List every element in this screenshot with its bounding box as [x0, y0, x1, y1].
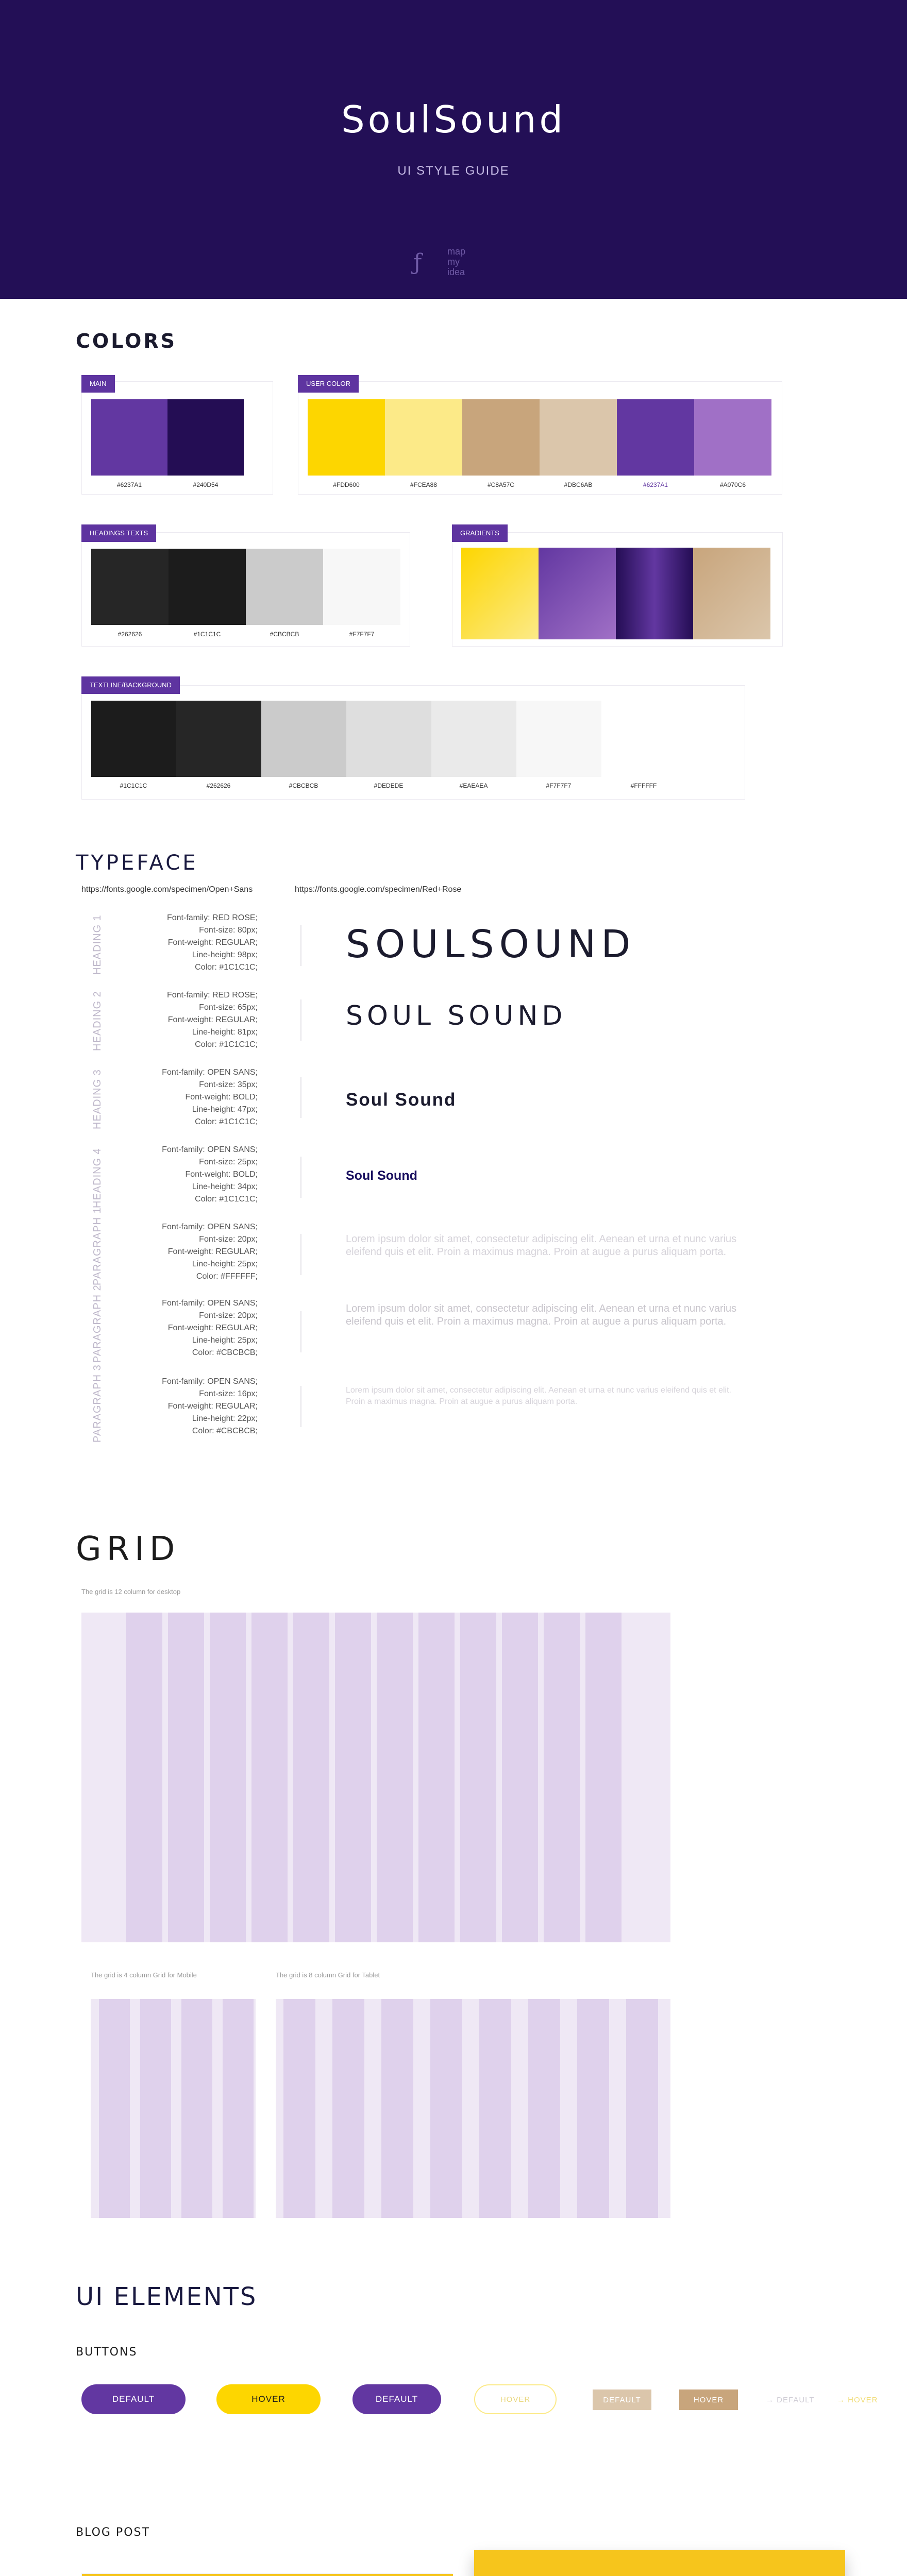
grid-column	[626, 1999, 658, 2218]
grid-column	[293, 1613, 329, 1942]
arrow-right-icon: →	[837, 2395, 848, 2404]
swatch-hex-label: #FDD600	[333, 481, 360, 488]
type-divider	[300, 925, 301, 966]
swatch-hex-label: #262626	[206, 782, 231, 789]
grid-column	[502, 1613, 538, 1942]
swatch-hex-label: #C8A57C	[487, 481, 515, 488]
swatch-hex-label: #262626	[117, 631, 142, 638]
blog-card[interactable]	[81, 2573, 452, 2576]
color-swatch	[308, 399, 385, 476]
tablet-grid-caption: The grid is 8 column Grid for Tablet	[276, 1971, 380, 1979]
heading-2-sample: SOUL SOUND	[346, 1001, 567, 1031]
type-specs: Font-family: OPEN SANS; Font-size: 25px; Font-weight: BOLD; Line-height: 34px; Color: #1C1C1C;	[162, 1145, 258, 1204]
swatch-hex-label: #CBCBCB	[289, 782, 318, 789]
grid-column	[223, 1999, 254, 2218]
blog-post-subtitle: BLOG POST	[76, 2526, 150, 2539]
swatch-hex-label: #A070C6	[719, 481, 746, 488]
logo-mark-icon: ƒ	[413, 249, 422, 276]
user-colors-tag: USER COLOR	[298, 375, 359, 393]
grid-column	[168, 1613, 204, 1942]
swatch-hex-label: #DEDEDE	[374, 782, 404, 789]
color-swatch	[246, 549, 323, 625]
blog-card-hover[interactable]	[474, 2550, 845, 2576]
gradient-swatch	[539, 548, 616, 639]
primary-hover-button[interactable]: HOVER	[216, 2384, 321, 2414]
swatch-hex-label: #6237A1	[116, 481, 142, 488]
colors-title: COLORS	[76, 330, 177, 352]
heading-3-sample: Soul Sound	[346, 1090, 457, 1110]
main-colors-tag: MAIN	[81, 375, 115, 393]
type-divider	[300, 1077, 301, 1118]
text-hover-button[interactable]	[837, 2389, 894, 2410]
brand-title: SoulSound	[341, 98, 566, 141]
arrow-right-icon: →	[766, 2395, 777, 2404]
heading-1-sample: SOULSOUND	[346, 922, 636, 967]
type-divider	[300, 1234, 301, 1275]
heading-4-sample: Soul Sound	[346, 1168, 417, 1183]
swatch-hex-label: #DBC6AB	[564, 481, 593, 488]
grid-column	[283, 1999, 315, 2218]
desktop-grid-caption: The grid is 12 column for desktop	[81, 1588, 181, 1596]
grid-column	[99, 1999, 130, 2218]
gradient-swatch	[693, 548, 770, 639]
swatch-hex-label: #FFFFFF	[630, 782, 657, 789]
swatch-hex-label: #FCEA88	[410, 481, 438, 488]
grid-column	[479, 1999, 511, 2218]
gradient-colors-tag: GRADIENTS	[452, 524, 508, 542]
color-swatch	[323, 549, 400, 625]
grid-column	[460, 1613, 496, 1942]
color-swatch	[167, 399, 244, 476]
swatch-hex-label: #1C1C1C	[120, 782, 147, 789]
color-swatch	[176, 701, 261, 777]
ui-elements-title: UI ELEMENTS	[76, 2282, 258, 2311]
gradient-swatch	[616, 548, 693, 639]
color-swatch	[540, 399, 617, 476]
grid-column	[577, 1999, 609, 2218]
grid-column	[544, 1613, 580, 1942]
grid-column	[430, 1999, 462, 2218]
secondary-default-button[interactable]: DEFAULT	[352, 2384, 441, 2414]
type-specs: Font-family: OPEN SANS; Font-size: 20px; Font-weight: REGULAR; Line-height: 25px; Color: #FFFFFF;	[162, 1223, 258, 1281]
textline-colors-tag: TEXTLINE/BACKGROUND	[81, 676, 180, 694]
gradient-swatch	[461, 548, 539, 639]
type-specs: Font-family: RED ROSE; Font-size: 65px; Font-weight: REGULAR; Line-height: 81px; Color: #1C1C1C;	[166, 991, 258, 1049]
color-swatch	[261, 701, 346, 777]
buttons-subtitle: BUTTONS	[76, 2346, 138, 2359]
primary-default-button[interactable]: DEFAULT	[81, 2384, 186, 2414]
grid-column	[210, 1613, 246, 1942]
type-specs: Font-family: OPEN SANS; Font-size: 35px; Font-weight: BOLD; Line-height: 47px; Color: #1C1C1C;	[162, 1068, 258, 1126]
swatch-hex-label: #EAEAEA	[459, 782, 488, 789]
grid-column	[418, 1613, 455, 1942]
text-button-label: HOVER	[848, 2395, 878, 2404]
grid-column	[528, 1999, 560, 2218]
grid-column	[332, 1999, 364, 2218]
mobile-grid-caption: The grid is 4 column Grid for Mobile	[91, 1971, 197, 1979]
logo-text-line: my	[447, 257, 460, 267]
logo-text-line: map	[447, 246, 466, 257]
color-swatch	[617, 399, 694, 476]
mapmyidea-logo	[413, 246, 496, 287]
color-swatch	[385, 399, 462, 476]
swatch-hex-label: #CBCBCB	[270, 631, 299, 638]
color-swatch	[516, 701, 601, 777]
color-swatch	[169, 549, 246, 625]
type-divider	[300, 999, 301, 1041]
type-specs: Font-family: RED ROSE; Font-size: 80px; Font-weight: REGULAR; Line-height: 98px; Color: #1C1C1C;	[166, 913, 258, 972]
grid-column	[181, 1999, 212, 2218]
grid-column	[140, 1999, 171, 2218]
swatch-hex-label: #F7F7F7	[349, 631, 375, 638]
brand-subtitle: UI STYLE GUIDE	[397, 164, 510, 178]
type-specs: Font-family: OPEN SANS; Font-size: 20px; Font-weight: REGULAR; Line-height: 25px; Color: #CBCBCB;	[162, 1299, 258, 1357]
swatch-hex-label: #6237A1	[643, 481, 668, 488]
open-sans-link[interactable]: https://fonts.google.com/specimen/Open+Sans	[81, 885, 253, 894]
paragraph-2-sample: Lorem ipsum dolor sit amet, consectetur adipiscing elit. Aenean et urna et nunc varius eleifend quis et elit. Proin a maximus magna. Proin at augue a purus aliquam porta.	[346, 1303, 737, 1327]
typeface-title: TYPEFACE	[76, 851, 198, 875]
color-swatch	[91, 549, 169, 625]
type-specs: Font-family: OPEN SANS; Font-size: 16px; Font-weight: REGULAR; Line-height: 22px; Color: #CBCBCB;	[162, 1377, 258, 1435]
square-default-button[interactable]: DEFAULT	[593, 2389, 651, 2410]
color-swatch	[601, 701, 686, 777]
color-swatch	[431, 701, 516, 777]
paragraph-3-sample: Lorem ipsum dolor sit amet, consectetur adipiscing elit. Aenean et urna et nunc varius eleifend quis et elit. Proin a maximus magna. Proin at augue a purus aliquam porta.	[346, 1386, 731, 1406]
grid-column	[585, 1613, 622, 1942]
grid-column	[377, 1613, 413, 1942]
color-swatch	[694, 399, 771, 476]
headphones-image	[82, 2574, 453, 2576]
type-divider	[300, 1386, 301, 1427]
logo-text-line: idea	[447, 267, 465, 277]
swatch-hex-label: #F7F7F7	[546, 782, 572, 789]
text-default-button[interactable]	[766, 2389, 822, 2410]
type-divider	[300, 1311, 301, 1352]
color-swatch	[91, 399, 167, 476]
type-divider	[300, 1157, 301, 1198]
outline-hover-button[interactable]: HOVER	[474, 2384, 557, 2414]
header-banner	[0, 0, 907, 299]
square-hover-button[interactable]: HOVER	[679, 2389, 738, 2410]
heading-colors-tag: HEADINGS TEXTS	[81, 524, 156, 542]
grid-column	[251, 1613, 288, 1942]
color-swatch	[346, 701, 431, 777]
color-swatch	[462, 399, 540, 476]
grid-title: GRID	[76, 1530, 180, 1568]
swatch-hex-label: #240D54	[193, 481, 219, 488]
paragraph-1-sample: Lorem ipsum dolor sit amet, consectetur adipiscing elit. Aenean et urna et nunc varius eleifend quis et elit. Proin a maximus magna. Proin at augue a purus aliquam porta.	[346, 1233, 737, 1258]
swatch-hex-label: #1C1C1C	[193, 631, 221, 638]
grid-column	[126, 1613, 162, 1942]
grid-column	[381, 1999, 413, 2218]
headphones-image	[474, 2550, 845, 2576]
color-swatch	[91, 701, 176, 777]
grid-column	[335, 1613, 371, 1942]
text-button-label: DEFAULT	[777, 2395, 815, 2404]
red-rose-link[interactable]: https://fonts.google.com/specimen/Red+Rose	[295, 885, 462, 894]
